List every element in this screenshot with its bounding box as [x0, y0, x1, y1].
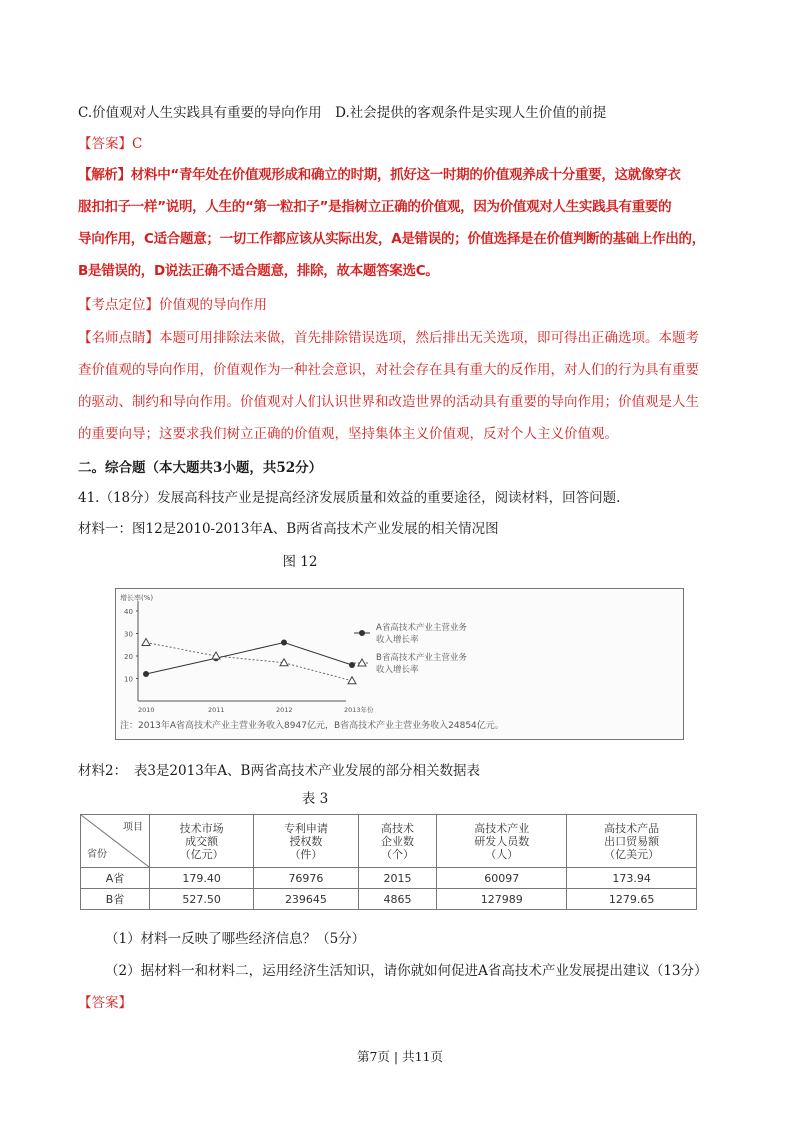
header-patents: 专利申请 授权数 （件） — [254, 815, 358, 868]
page-footer: 第7页 | 共11页 — [356, 1049, 444, 1064]
section-title: 二。综合题（本大题共3小题，共52分） — [78, 460, 323, 476]
x-tick-label: 2013年份 — [344, 706, 374, 714]
mingshi-line-4: 的重要向导；这要求我们树立正确的价值观，坚持集体主义价值观，反对个人主义价值观。 — [78, 426, 618, 442]
y-tick-label: 20 — [124, 653, 133, 661]
data-point-b — [142, 639, 150, 646]
series-line-a — [146, 643, 352, 675]
row-label: A省 — [81, 868, 150, 889]
legend-b-line1: B省高技术产业主营业务 — [376, 653, 467, 663]
y-axis-label: 增长率(%) — [120, 594, 154, 602]
table-cell: 127989 — [437, 889, 567, 910]
table-cell: 239645 — [254, 889, 358, 910]
data-point-a — [143, 671, 149, 677]
analysis-line-2: 服扣扣子一样”说明，人生的“第一粒扣子”是指树立正确的价值观，因为价值观对人生实践具有重要的 — [78, 199, 672, 215]
series-line-b — [146, 643, 352, 681]
table-row — [81, 868, 697, 889]
table-corner-cell — [81, 815, 150, 868]
mingshi-line-2: 查价值观的导向作用，价值观作为一种社会意识，对社会存在具有重大的反作用，对人们的行为具有重要 — [78, 362, 699, 378]
kaodian-line: 【考点定位】价值观的导向作用 — [78, 297, 267, 313]
data-point-b — [348, 677, 356, 684]
table-cell: 76976 — [254, 868, 358, 889]
header-tech-market: 技术市场 成交额 （亿元） — [150, 815, 254, 868]
question-41: 41.（18分）发展高科技产业是提高经济发展质量和效益的重要途径，阅读材料，回答问题. — [78, 490, 621, 506]
answer-tag: 【答案】C — [78, 136, 143, 152]
table-row — [81, 889, 697, 910]
sub-question-2: （2）据材料一和材料二，运用经济生活知识，请你就如何促进A省高技术产业发展提出建议（13分） — [105, 963, 708, 979]
answer-tag-2: 【答案】 — [78, 995, 132, 1011]
line-chart-svg — [116, 589, 683, 739]
x-tick-label: 2012 — [276, 706, 293, 714]
table-cell: 527.50 — [150, 889, 254, 910]
material-2: 材料2： 表3是2013年A、B两省高技术产业发展的部分相关数据表 — [78, 763, 480, 779]
table-cell: 179.40 — [150, 868, 254, 889]
x-tick-label: 2010 — [138, 706, 155, 714]
figure-label: 图 12 — [282, 554, 318, 570]
row-label: B省 — [81, 889, 150, 910]
y-tick-label: 40 — [124, 608, 133, 616]
y-tick-label: 10 — [124, 675, 133, 684]
legend-a-line1: A省高技术产业主营业务 — [376, 623, 467, 633]
legend — [354, 622, 467, 675]
table-label: 表 3 — [301, 791, 329, 807]
table-cell: 2015 — [358, 868, 437, 889]
data-point-a — [281, 640, 287, 646]
corner-top-label: 项目 — [123, 822, 143, 833]
chart-note: 注：2013年A省高技术产业主营业务收入8947亿元，B省高技术产业主营业务收入24854亿元。 — [120, 721, 504, 731]
header-exports: 高技术产品 出口贸易额 （亿美元） — [567, 815, 697, 868]
analysis-line-3: 导向作用，C适合题意；一切工作都应该从实际出发，A是错误的；价值选择是在价值判断的基础上作出的， — [78, 231, 705, 247]
material-1: 材料一：图12是2010-2013年A、B两省高技术产业发展的相关情况图 — [78, 521, 499, 537]
corner-bottom-label: 省份 — [87, 849, 107, 860]
mingshi-line-1: 【名师点睛】本题可用排除法来做，首先排除错误选项，然后排出无关选项，即可得出正确选项。本题考 — [78, 330, 699, 346]
data-table — [80, 814, 697, 910]
legend-marker-a — [359, 630, 365, 636]
option-line: C.价值观对人生实践具有重要的导向作用 D.社会提供的客观条件是实现人生价值的前提 — [78, 105, 607, 121]
y-tick-label: 30 — [124, 630, 133, 639]
analysis-line-4: B是错误的，D说法正确不适合题意，排除，故本题答案选C。 — [78, 263, 439, 279]
table-cell: 4865 — [358, 889, 437, 910]
table-cell: 173.94 — [567, 868, 697, 889]
mingshi-line-3: 的驱动、制约和导向作用。价值观对人们认识世界和改造世界的活动具有重要的导向作用；价值观是人生 — [78, 394, 699, 410]
x-tick-label: 2011 — [208, 706, 225, 714]
header-enterprises: 高技术 企业数 （个） — [358, 815, 437, 868]
analysis-line-1: 【解析】材料中“青年处在价值观形成和确立的时期，抓好这一时期的价值观养成十分重要，这就像穿衣 — [78, 167, 681, 183]
table-cell: 1279.65 — [567, 889, 697, 910]
header-rd-staff: 高技术产业 研发人员数 （人） — [437, 815, 567, 868]
table-cell: 60097 — [437, 868, 567, 889]
legend-b-line2: 收入增长率 — [376, 665, 419, 675]
table-header-row — [81, 815, 697, 868]
sub-question-1: （1）材料一反映了哪些经济信息？（5分） — [105, 931, 366, 947]
line-chart — [115, 588, 684, 740]
legend-a-line2: 收入增长率 — [376, 635, 419, 645]
